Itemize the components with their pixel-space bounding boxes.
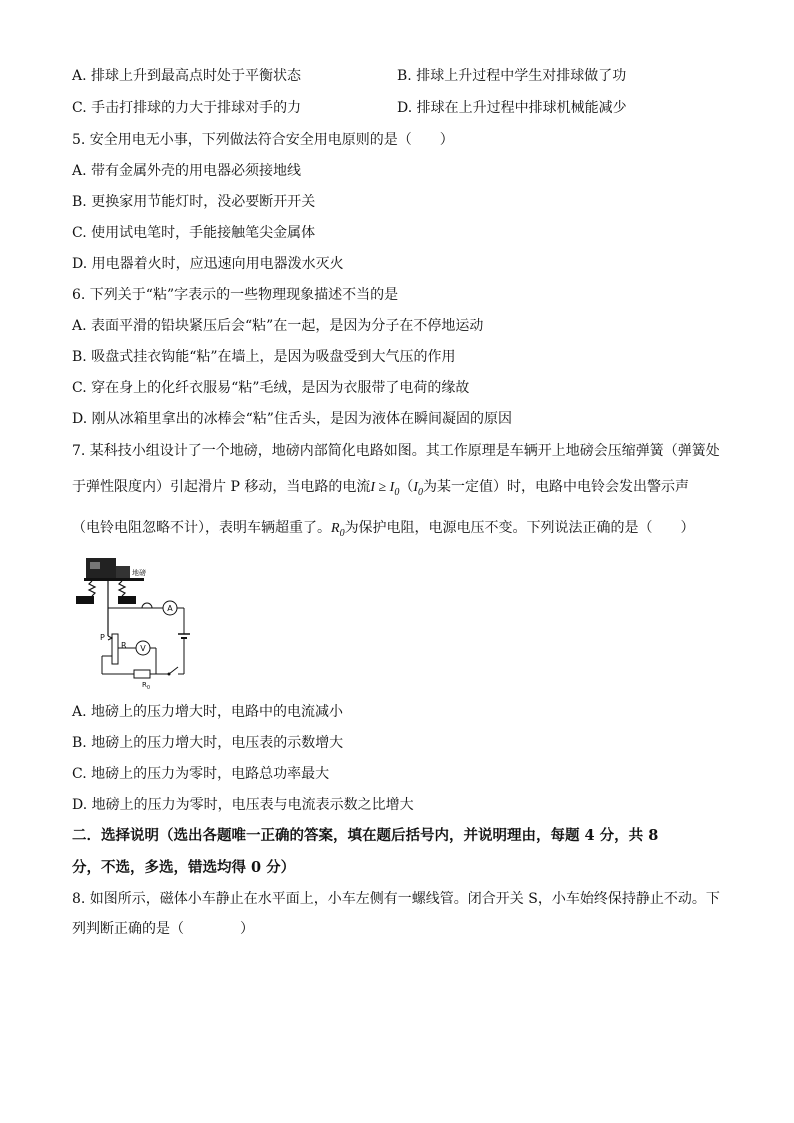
q7-i0-subscript: 0: [418, 486, 424, 498]
q8-stem-line1: 8. 如图所示，磁体小车静止在水平面上，小车左侧有一螺线管。闭合开关 S，小车始终保持静止不动。下: [72, 891, 720, 907]
slider-p-label: P: [100, 633, 105, 642]
q8-stem-line2: 列判断正确的是（ ）: [72, 921, 254, 937]
q5-option-b: B. 更换家用节能灯时，没必要断开开关: [72, 194, 316, 210]
section2-heading-line1: 二．选择说明（选出各题唯一正确的答案，填在题后括号内，并说明理由，每题 4 分，共 8: [72, 827, 659, 844]
q7-stem-line1: 7. 某科技小组设计了一个地磅，地磅内部简化电路如图。其工作原理是车辆开上地磅会压缩弹簧（弹簧处: [72, 443, 720, 459]
q7-line2-text-b: （: [399, 479, 414, 495]
q6-option-d: D. 刚从冰箱里拿出的冰棒会“粘”住舌头，是因为液体在瞬间凝固的原因: [72, 411, 512, 427]
rheostat-r-label: R: [121, 641, 127, 650]
protective-resistor-icon: [134, 670, 150, 678]
q6-option-b: B. 吸盘式挂衣钩能“粘”在墙上，是因为吸盘受到大气压的作用: [72, 349, 456, 365]
truck-cab: [116, 566, 130, 578]
bell-icon: [142, 603, 152, 608]
q7-option-d: D. 地磅上的压力为零时，电压表与电流表示数之比增大: [72, 797, 414, 813]
q7-r0-symbol: R: [331, 521, 340, 536]
weighbridge-circuit-figure: [72, 556, 192, 690]
q4-option-d: D. 排球在上升过程中排球机械能减少: [397, 100, 627, 116]
q7-line2-text-a: 于弹性限度内）引起滑片 P 移动，当电路的电流: [72, 479, 371, 495]
q4-option-b: B. 排球上升过程中学生对排球做了功: [397, 68, 627, 84]
slider-p-arrow: [108, 636, 112, 640]
left-spring: [89, 581, 95, 596]
rheostat-icon: [112, 634, 118, 664]
weighbridge-platform: [84, 578, 144, 581]
q4-option-a: A. 排球上升到最高点时处于平衡状态: [72, 68, 302, 84]
q7-line3-text-b: 为保护电阻，电源电压不变。下列说法正确的是（ ）: [344, 520, 695, 536]
q7-current-condition: I ≥ I: [370, 480, 395, 495]
q7-stem-line2: [72, 477, 689, 503]
switch-lever-icon: [169, 667, 178, 674]
q4-option-c: C. 手击打排球的力大于排球对手的力: [72, 100, 302, 116]
dibang-label: 地磅: [132, 569, 146, 577]
truck-window: [90, 562, 100, 569]
q5-option-c: C. 使用试电笔时，手能接触笔尖金属体: [72, 225, 316, 241]
q6-option-a: A. 表面平滑的铅块紧压后会“粘”在一起，是因为分子在不停地运动: [72, 318, 484, 334]
right-base: [118, 596, 136, 604]
r0-label: $R_0$: [142, 681, 151, 690]
q7-option-b: B. 地磅上的压力增大时，电压表的示数增大: [72, 735, 344, 751]
q5-option-d: D. 用电器着火时，应迅速向用电器泼水灭火: [72, 256, 344, 272]
q7-line2-text-c: 为某一定值）时，电路中电铃会发出警示声: [423, 479, 690, 495]
right-spring: [119, 581, 125, 596]
q7-option-a: A. 地磅上的压力增大时，电路中的电流减小: [72, 704, 344, 720]
q5-option-a: A. 带有金属外壳的用电器必须接地线: [72, 163, 302, 179]
q7-r0-subscript: 0: [339, 527, 345, 539]
q6-option-c: C. 穿在身上的化纤衣服易“粘”毛绒，是因为衣服带了电荷的缘故: [72, 380, 470, 396]
q7-i0-symbol: I: [413, 480, 419, 495]
q6-stem: 6. 下列关于“粘”字表示的一些物理现象描述不当的是: [72, 287, 399, 303]
left-base: [76, 596, 94, 604]
q7-option-c: C. 地磅上的压力为零时，电路总功率最大: [72, 766, 330, 782]
q5-stem: 5. 安全用电无小事，下列做法符合安全用电原则的是（ ）: [72, 132, 454, 148]
q7-line3-text-a: （电铃电阻忽略不计），表明车辆超重了。: [72, 520, 331, 536]
ammeter-label: A: [167, 604, 173, 613]
section2-heading-line2: 分，不选，多选，错选均得 0 分）: [72, 859, 296, 876]
voltmeter-label: V: [140, 644, 146, 653]
q7-stem-line3: [72, 518, 695, 544]
q7-condition-subscript: 0: [394, 486, 400, 498]
